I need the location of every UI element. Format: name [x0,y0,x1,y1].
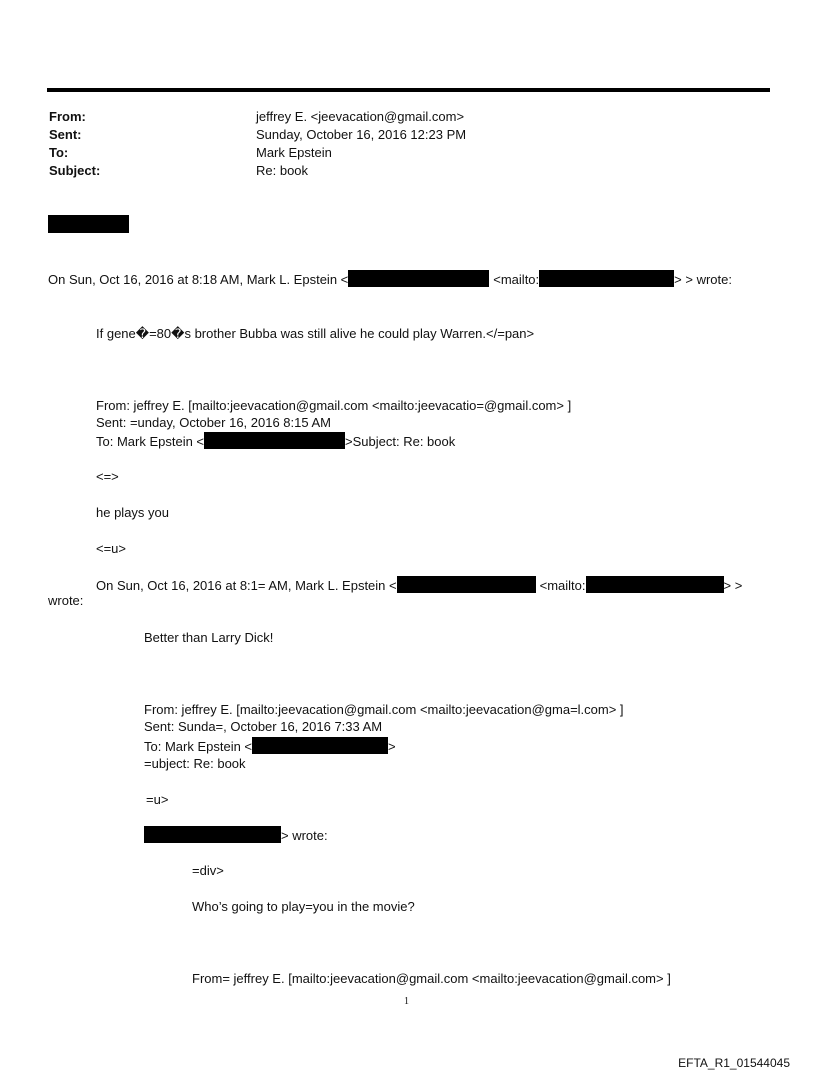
reply-intro-2-text: On Sun, Oct 16, 2016 at 8:1= AM, Mark L. Epstein < [96,578,397,593]
quoted-fragment-2: <=u> [96,541,127,556]
quoted-to-1 [96,432,455,451]
redaction-email [586,576,724,593]
quoted-subject-2: =ubject: Re: book [144,756,246,771]
reply-intro-2-wrote: wrote: [48,593,84,608]
reply-intro-3-wrote: > wrote: [281,828,328,843]
quoted-to-2 [144,737,396,756]
reply-intro-1-wrote: > > wrote: [674,272,732,287]
quoted-sent-2: Sent: Sunda=, October 16, 2016 7:33 AM [144,719,383,734]
reply-intro-3 [144,826,328,845]
quoted-message-1: If gene�=80�s brother Bubba was still alive he could play Warren.</=pan> [96,326,535,341]
reply-intro-2-end: > > [723,578,743,593]
quoted-to-2-text: To: Mark Epstein < [144,739,253,754]
to-value: Mark Epstein [256,145,332,160]
redaction-email [252,737,388,754]
subject-label: Subject: [49,163,101,178]
quoted-to-2-end: > [388,739,396,754]
from-row [49,108,466,126]
quoted-from-2: From: jeffrey E. [mailto:jeevacation@gmail.com <mailto:jeevacation@gma=l.com> ] [144,702,624,717]
bates-number: EFTA_R1_01544045 [678,1056,790,1070]
redaction-block [48,215,129,233]
quoted-fragment-3: =u> [146,792,169,807]
reply-intro-2-mailto: <mailto: [539,578,586,593]
subject-row [49,162,466,180]
to-row [49,144,466,162]
reply-intro-1-mailto: <mailto: [493,272,540,287]
redaction-email [204,432,345,449]
quoted-message-2: he plays you [96,505,169,520]
quoted-fragment-1: <=> [96,469,119,484]
sent-label: Sent: [49,127,82,142]
quoted-fragment-4: =div> [192,863,224,878]
quoted-sent-1: Sent: =unday, October 16, 2016 8:15 AM [96,415,332,430]
subject-value: Re: book [256,163,309,178]
to-label: To: [49,145,69,160]
sent-value: Sunday, October 16, 2016 12:23 PM [256,127,467,142]
redaction-email [397,576,536,593]
email-header [49,108,466,180]
header-rule [47,88,770,92]
redaction-email [348,270,489,287]
quoted-subject-1-text: >Subject: Re: book [345,434,456,449]
reply-intro-2 [96,576,742,595]
from-label: From: [49,109,86,124]
quoted-message-4: Who’s going to play=you in the movie? [192,899,415,914]
reply-intro-1 [48,270,732,289]
quoted-to-1-text: To: Mark Epstein < [96,434,205,449]
sent-row [49,126,466,144]
quoted-message-3: Better than Larry Dick! [144,630,274,645]
quoted-from-1: From: jeffrey E. [mailto:jeevacation@gmail.com <mailto:jeevacatio=@gmail.com> ] [96,398,572,413]
page-number: 1 [404,996,409,1007]
from-value: jeffrey E. <jeevacation@gmail.com> [256,109,465,124]
quoted-from-3: From= jeffrey E. [mailto:jeevacation@gmail.com <mailto:jeevacation@gmail.com> ] [192,971,671,986]
reply-intro-1-text: On Sun, Oct 16, 2016 at 8:18 AM, Mark L. Epstein < [48,272,349,287]
redaction-email [144,826,281,843]
redaction-email [539,270,674,287]
